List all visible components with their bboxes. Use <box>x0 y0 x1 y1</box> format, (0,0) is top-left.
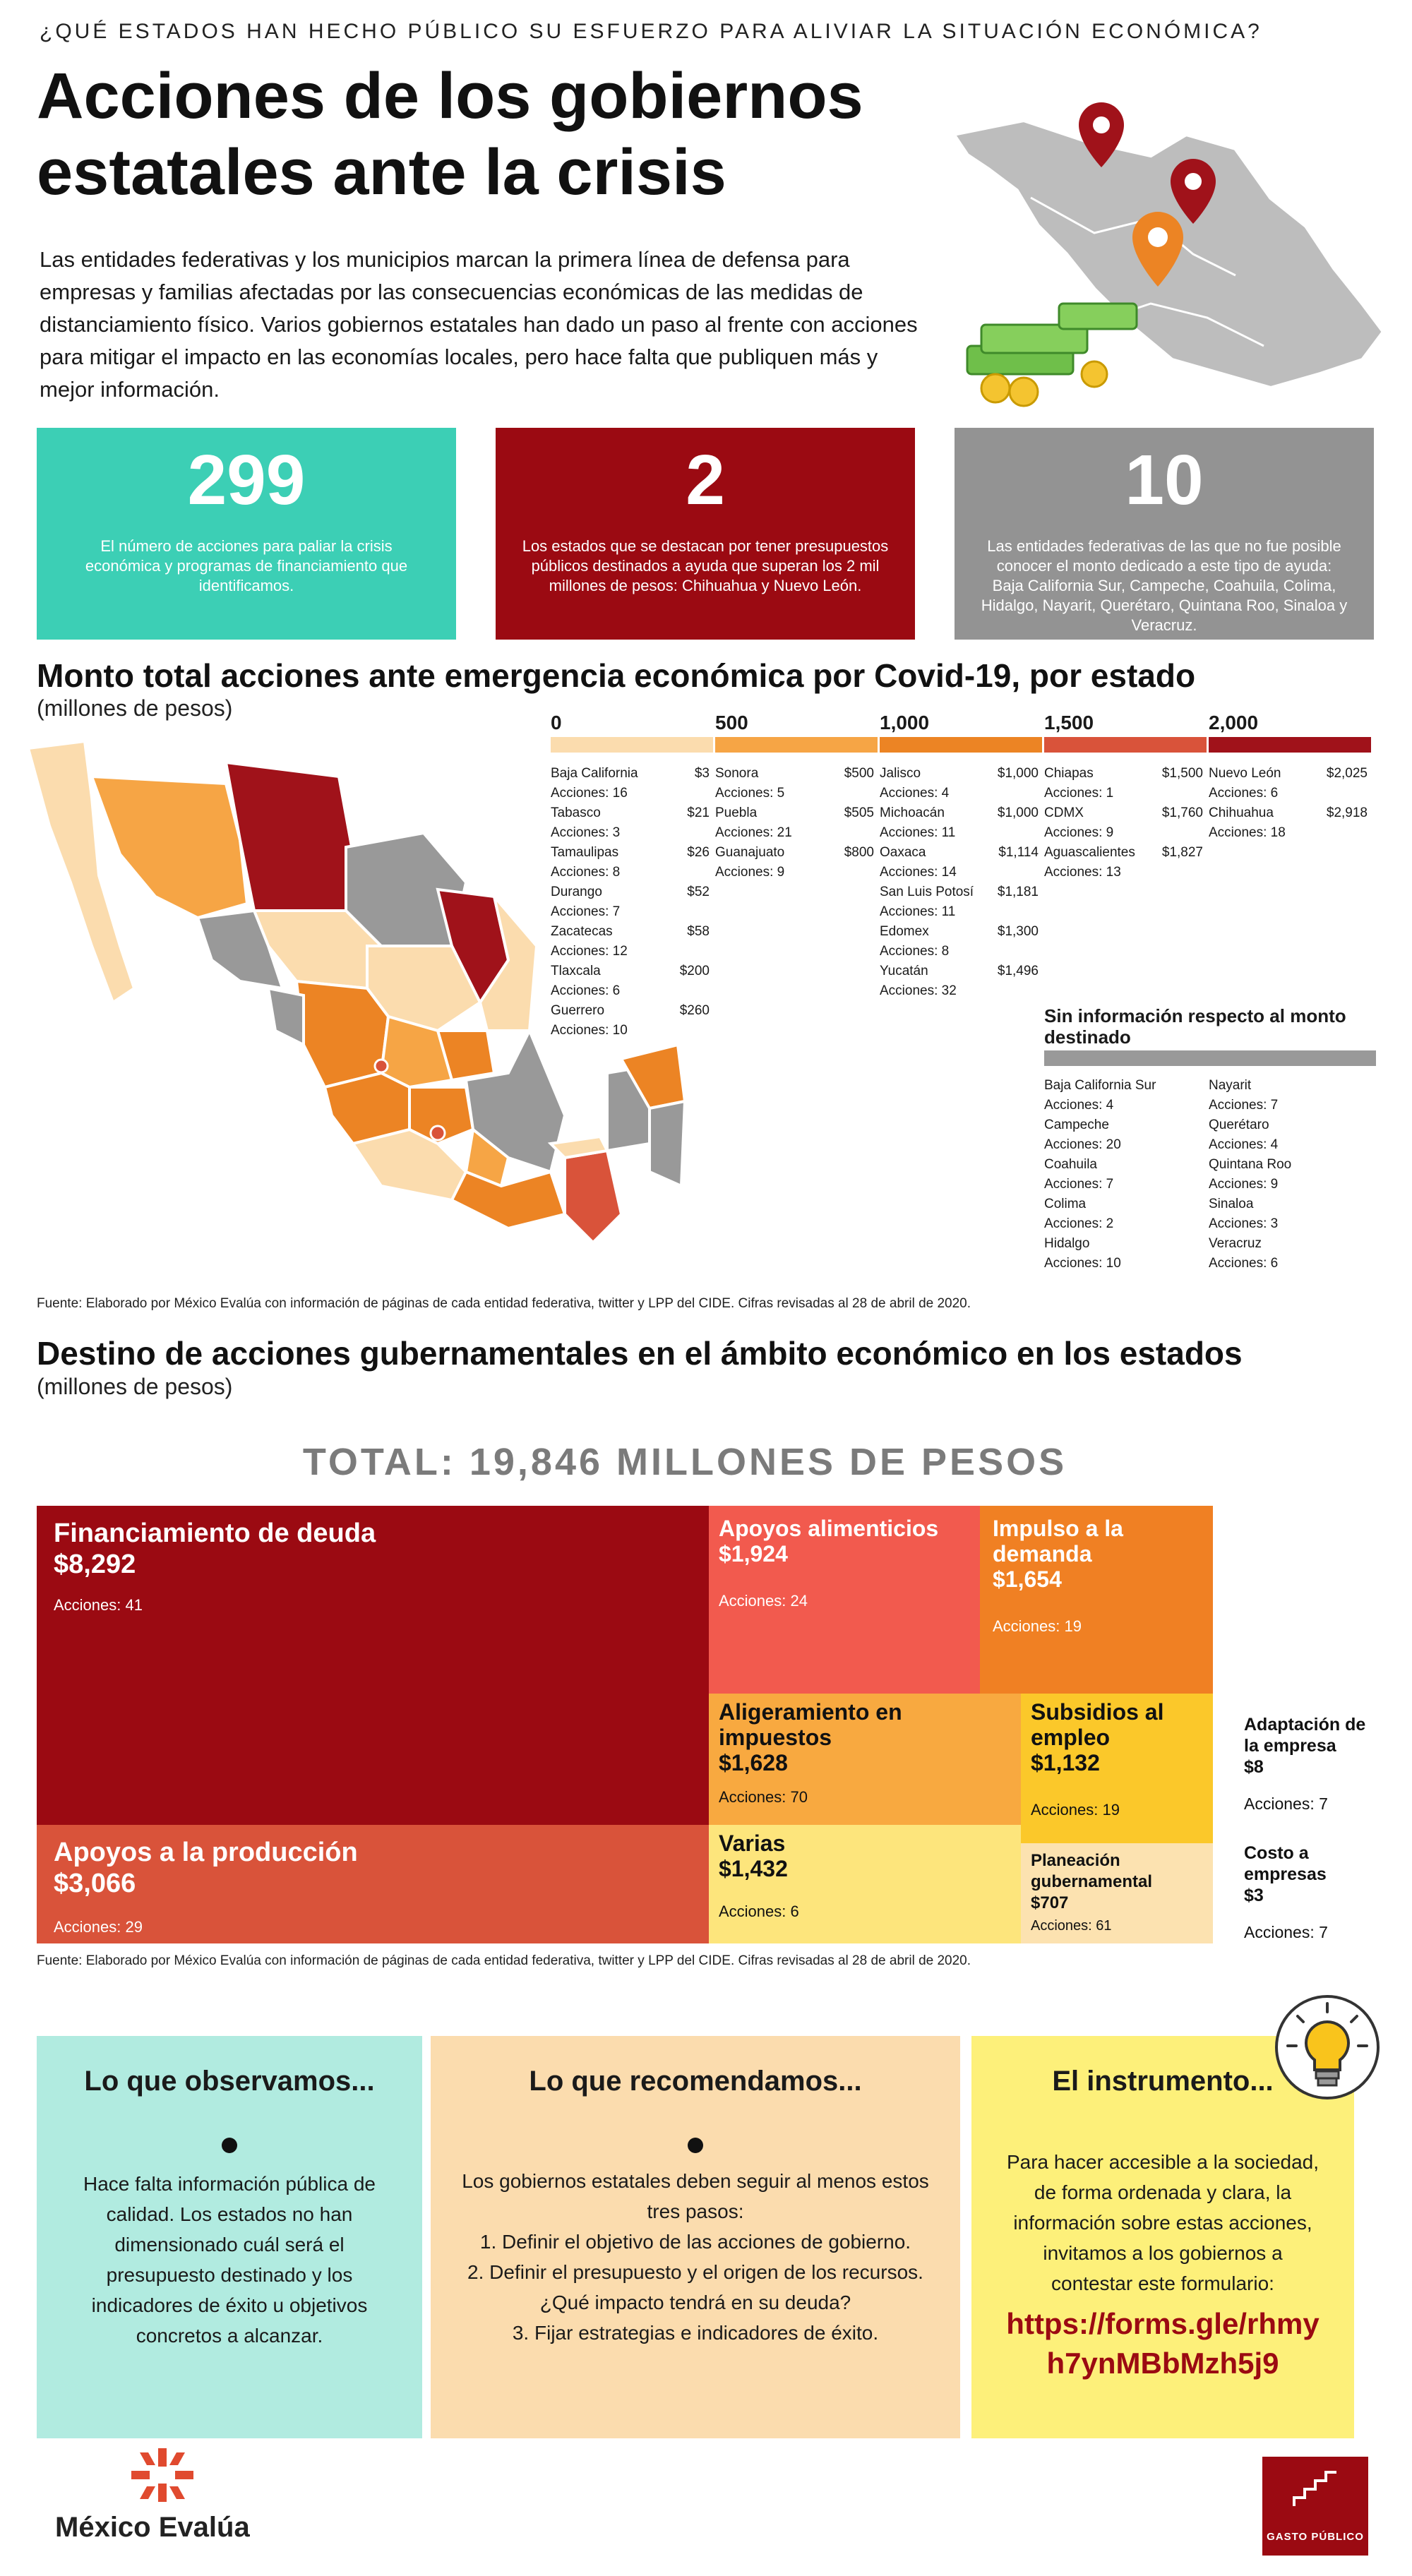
tile-value: $707 <box>1031 1893 1069 1912</box>
side-item-name: Adaptación de la empresa <box>1244 1715 1366 1756</box>
state-amount: $200 <box>679 964 710 978</box>
treemap-total: TOTAL: 19,846 MILLONES DE PESOS <box>302 1441 1067 1483</box>
side-item-adaptacion <box>1244 1714 1385 1814</box>
tile-financiamiento-deuda <box>37 1506 709 1825</box>
side-item-value: $8 <box>1244 1757 1264 1777</box>
lightbulb-icon <box>1271 1991 1384 2104</box>
state-name: Hidalgo <box>1044 1236 1090 1251</box>
state-name: Baja California <box>551 766 638 781</box>
legend-column-3 <box>1044 764 1203 882</box>
state-name: Chihuahua <box>1209 805 1274 820</box>
state-jalisco <box>297 981 388 1087</box>
state-amount: $1,300 <box>997 924 1039 939</box>
state-row <box>1209 803 1368 823</box>
kpi-number: 299 <box>187 441 306 520</box>
tile-actions: Acciones: 19 <box>993 1617 1082 1635</box>
box-recomendamos <box>431 2036 960 2438</box>
state-amount: $260 <box>679 1003 710 1018</box>
state-name: Tabasco <box>551 805 601 820</box>
side-item-actions: Acciones: 7 <box>1244 1795 1328 1813</box>
state-name: Sonora <box>715 766 759 781</box>
state-row <box>1044 843 1203 863</box>
state-name: San Luis Potosí <box>880 885 974 899</box>
state-name: Michoacán <box>880 805 945 820</box>
state-amount: $1,500 <box>1161 766 1203 781</box>
state-name: Yucatán <box>880 964 928 978</box>
kpi-number: 2 <box>686 441 725 520</box>
side-item-value: $3 <box>1244 1886 1264 1905</box>
legend-label: 0 <box>551 712 562 733</box>
state-row <box>880 803 1039 823</box>
recommend-intro: Los gobiernos estatales deben seguir al menos estos tres pasos: <box>462 2170 929 2222</box>
state-name: Colima <box>1044 1197 1087 1211</box>
tile-value: $3,066 <box>54 1869 136 1898</box>
state-name: Coahuila <box>1044 1157 1097 1172</box>
state-actions: Acciones: 7 <box>551 904 621 919</box>
state-actions: Acciones: 11 <box>880 904 956 919</box>
state-actions: Acciones: 1 <box>1044 786 1114 801</box>
state-name: Nuevo León <box>1209 766 1281 781</box>
state-actions: Acciones: 12 <box>551 944 628 959</box>
state-actions: Acciones: 10 <box>551 1023 628 1038</box>
state-actions: Acciones: 32 <box>880 983 957 998</box>
state-name: Campeche <box>1044 1118 1109 1132</box>
state-actions: Acciones: 9 <box>1209 1177 1279 1192</box>
state-amount: $21 <box>687 805 710 820</box>
tile-planeacion-gubernamental <box>1021 1843 1213 1943</box>
legend-swatch <box>715 737 878 753</box>
state-amount: $1,000 <box>997 805 1039 820</box>
state-aguascalientes <box>375 1060 388 1072</box>
title-line-1: Acciones de los gobiernos <box>37 60 863 132</box>
tile-name: Apoyos alimenticios <box>719 1516 939 1541</box>
state-actions: Acciones: 6 <box>1209 1256 1279 1271</box>
state-name: CDMX <box>1044 805 1084 820</box>
recommend-step: 2. Definir el presupuesto y el origen de los recursos. ¿Qué impacto tendrá en su deuda? <box>467 2261 923 2313</box>
legend-swatch <box>551 737 713 753</box>
legend-label: 2,000 <box>1209 712 1259 733</box>
state-row <box>551 961 710 981</box>
intro-paragraph: Las entidades federativas y los municipios marcan la primera línea de defensa para empresas y familias afectadas por las consecuencias económicas de las medidas de distanciamiento físico. Varios gobiernos estatales han dado un paso al frente con acciones para mitigar el impacto en las economías locales, pero hace falta que publiquen más y mejor información. <box>40 247 918 402</box>
state-amount: $1,181 <box>997 885 1039 899</box>
legend-swatch <box>1044 737 1207 753</box>
legend-label: 1,500 <box>1044 712 1094 733</box>
tile-apoyos-produccion <box>37 1825 709 1943</box>
state-amount: $58 <box>687 924 710 939</box>
state-row <box>551 882 710 902</box>
tile-subsidios-empleo <box>1021 1694 1213 1843</box>
kicker: ¿QUÉ ESTADOS HAN HECHO PÚBLICO SU ESFUERZO PARA ALIVIAR LA SITUACIÓN ECONÓMICA? <box>40 20 1262 43</box>
state-row <box>551 764 710 784</box>
state-row <box>880 764 1039 784</box>
tile-apoyos-alimenticios <box>709 1506 980 1694</box>
state-amount: $1,114 <box>998 845 1039 860</box>
tile-aligeramiento-impuestos <box>709 1694 1021 1825</box>
state-oaxaca <box>452 1172 565 1228</box>
state-name: Guanajuato <box>715 845 785 860</box>
title-line-2: estatales ante la crisis <box>37 136 726 208</box>
state-actions: Acciones: 20 <box>1044 1137 1121 1152</box>
state-row <box>880 922 1039 942</box>
state-actions: Acciones: 3 <box>551 825 621 840</box>
tile-value: $1,432 <box>719 1856 788 1881</box>
state-actions: Acciones: 2 <box>1044 1216 1114 1231</box>
kpi-card-no-info <box>955 428 1374 640</box>
form-link-line[interactable]: h7ynMBbMzh5j9 <box>1046 2347 1279 2380</box>
legend-column-0 <box>551 764 710 1041</box>
state-name: Nayarit <box>1209 1078 1252 1093</box>
state-amount: $52 <box>687 885 710 899</box>
state-name: Guerrero <box>551 1003 605 1018</box>
mexico-evalua-logo-icon <box>127 2444 198 2508</box>
state-row <box>880 882 1039 902</box>
form-link-line[interactable]: https://forms.gle/rhmy <box>1006 2307 1320 2340</box>
box-body: Hace falta información pública de calidad. Los estados no han dimensionado cuál será el presupuesto destinado y los indicadores de éxito u objetivos concretos a alcanzar. <box>83 2173 376 2347</box>
state-actions: Acciones: 6 <box>1209 786 1279 801</box>
badge-text: GASTO PÚBLICO <box>1267 2531 1364 2543</box>
state-amount: $26 <box>687 845 710 860</box>
kpi-number: 10 <box>1125 441 1204 520</box>
state-row <box>715 764 874 784</box>
legend-label: 500 <box>715 712 748 733</box>
stairs-icon <box>1262 2457 1368 2527</box>
state-actions: Acciones: 11 <box>880 825 956 840</box>
state-actions: Acciones: 14 <box>880 865 957 880</box>
tile-value: $1,924 <box>719 1541 788 1566</box>
state-actions: Acciones: 4 <box>1209 1137 1279 1152</box>
box-title: Lo que recomendamos... <box>529 2066 862 2097</box>
bullet-icon <box>222 2138 237 2153</box>
no-info-title: Sin información respecto al monto destinado <box>1044 1005 1346 1048</box>
state-row <box>715 843 874 863</box>
kpi-text: El número de acciones para paliar la crisis económica y programas de financiamiento que identificamos. <box>85 537 408 594</box>
state-actions: Acciones: 3 <box>1209 1216 1279 1231</box>
kpi-text: Los estados que se destacan por tener presupuestos públicos destinados a ayuda que superan los 2 mil millones de pesos: Chihuahua y Nuevo León. <box>522 537 889 594</box>
state-actions: Acciones: 9 <box>1044 825 1114 840</box>
state-sonora <box>92 777 247 918</box>
state-actions: Acciones: 7 <box>1209 1098 1279 1113</box>
state-actions: Acciones: 13 <box>1044 865 1121 880</box>
state-actions: Acciones: 7 <box>1044 1177 1114 1192</box>
legend-swatch <box>880 737 1042 753</box>
tile-actions: Acciones: 70 <box>719 1788 808 1806</box>
state-name: Edomex <box>880 924 929 939</box>
state-actions: Acciones: 5 <box>715 786 785 801</box>
tile-name: Financiamiento de deuda <box>54 1518 376 1548</box>
no-info-column-1 <box>1044 1076 1207 1274</box>
state-row <box>551 803 710 823</box>
state-actions: Acciones: 21 <box>715 825 792 840</box>
gasto-publico-badge <box>1262 2457 1368 2556</box>
map-section-subtitle: (millones de pesos) <box>37 695 233 721</box>
state-name: Quintana Roo <box>1209 1157 1292 1172</box>
kpi-card-states <box>496 428 915 640</box>
legend-column-2 <box>880 764 1039 1001</box>
treemap-section-title: Destino de acciones gubernamentales en el ámbito económico en los estados <box>37 1335 1243 1372</box>
tile-actions: Acciones: 6 <box>719 1903 799 1920</box>
state-actions: Acciones: 18 <box>1209 825 1286 840</box>
state-amount: $1,000 <box>997 766 1039 781</box>
money-stack-icon <box>967 304 1137 406</box>
state-cdmx <box>431 1126 445 1140</box>
state-amount: $500 <box>844 766 874 781</box>
state-name: Baja California Sur <box>1044 1078 1156 1093</box>
state-actions: Acciones: 8 <box>880 944 950 959</box>
state-row <box>715 803 874 823</box>
tile-actions: Acciones: 29 <box>54 1918 143 1936</box>
state-row <box>880 961 1039 981</box>
state-row <box>1044 764 1203 784</box>
state-row <box>551 843 710 863</box>
state-amount: $2,025 <box>1326 766 1368 781</box>
state-row <box>880 843 1039 863</box>
state-chiapas <box>565 1151 621 1242</box>
treemap-source-note: Fuente: Elaborado por México Evalúa con información de páginas de cada entidad federativa, twitter y LPP del CIDE. Cifras revisadas al 28 de abril de 2020. <box>37 1953 971 1968</box>
legend-column-1 <box>715 764 874 882</box>
tile-name: Apoyos a la producción <box>54 1838 358 1867</box>
tile-name: Impulso a la demanda <box>993 1516 1123 1566</box>
form-link[interactable] <box>1000 2304 1326 2383</box>
hero-map-illustration <box>939 92 1391 424</box>
state-amount: $800 <box>844 845 874 860</box>
state-name: Jalisco <box>880 766 921 781</box>
state-name: Tlaxcala <box>551 964 601 978</box>
state-nayarit <box>268 988 304 1045</box>
box-observamos <box>37 2036 422 2438</box>
treemap-section-subtitle: (millones de pesos) <box>37 1374 233 1399</box>
side-item-name: Costo a empresas <box>1244 1843 1327 1884</box>
box-title: El instrumento... <box>1052 2066 1274 2097</box>
box-title: Lo que observamos... <box>84 2066 375 2097</box>
state-actions: Acciones: 16 <box>551 786 628 801</box>
map-source-note: Fuente: Elaborado por México Evalúa con información de páginas de cada entidad federativa, twitter y LPP del CIDE. Cifras revisadas al 28 de abril de 2020. <box>37 1296 971 1311</box>
map-section-title: Monto total acciones ante emergencia económica por Covid-19, por estado <box>37 657 1196 694</box>
legend-label: 1,000 <box>880 712 930 733</box>
state-name: Veracruz <box>1209 1236 1262 1251</box>
state-row <box>1209 764 1368 784</box>
bullet-icon <box>688 2138 703 2153</box>
side-item-actions: Acciones: 7 <box>1244 1923 1328 1941</box>
tile-name: Varias <box>719 1831 786 1856</box>
state-name: Oaxaca <box>880 845 926 860</box>
state-actions: Acciones: 9 <box>715 865 785 880</box>
box-body <box>459 2166 932 2348</box>
state-row <box>551 1001 710 1021</box>
tile-actions: Acciones: 19 <box>1031 1801 1120 1819</box>
recommend-step: 3. Fijar estrategias e indicadores de éxito. <box>512 2322 879 2344</box>
tile-value: $1,132 <box>1031 1750 1100 1775</box>
kpi-card-actions <box>37 428 456 640</box>
tile-name: Subsidios al empleo <box>1031 1699 1164 1750</box>
state-name: Durango <box>551 885 602 899</box>
state-row <box>551 922 710 942</box>
tile-value: $1,654 <box>993 1566 1062 1592</box>
legend-column-4 <box>1209 764 1368 843</box>
tile-value: $1,628 <box>719 1750 788 1775</box>
state-name: Aguascalientes <box>1044 845 1135 860</box>
state-actions: Acciones: 6 <box>551 983 621 998</box>
state-name: Chiapas <box>1044 766 1094 781</box>
box-body: Para hacer accesible a la sociedad, de forma ordenada y clara, la información sobre estas acciones, invitamos a los gobiernos a contestar este formulario: <box>1006 2151 1320 2294</box>
no-info-swatch <box>1044 1050 1376 1066</box>
tile-actions: Acciones: 61 <box>1031 1918 1112 1934</box>
state-name: Puebla <box>715 805 758 820</box>
tile-name: Planeación gubernamental <box>1031 1851 1153 1891</box>
tile-name: Aligeramiento en impuestos <box>719 1699 902 1750</box>
kpi-text: Las entidades federativas de las que no fue posible conocer el monto dedicado a este tipo de ayuda: Baja California Sur, Campeche, Coahuila, Colima, Hidalgo, Nayarit, Querétaro, Quintana Roo, Sinaloa y Veracruz. <box>981 537 1348 634</box>
state-amount: $1,496 <box>997 964 1039 978</box>
tile-varias <box>709 1825 1021 1943</box>
state-amount: $1,827 <box>1161 845 1203 860</box>
recommend-step: 1. Definir el objetivo de las acciones de gobierno. <box>479 2231 911 2253</box>
state-name: Querétaro <box>1209 1118 1269 1132</box>
state-name: Tamaulipas <box>551 845 619 860</box>
state-actions: Acciones: 4 <box>1044 1098 1114 1113</box>
state-name: Sinaloa <box>1209 1197 1254 1211</box>
page-title <box>37 58 955 210</box>
tile-actions: Acciones: 41 <box>54 1596 143 1614</box>
no-info-column-2 <box>1209 1076 1371 1274</box>
mexico-evalua-logo-text: México Evalúa <box>55 2512 250 2543</box>
state-amount: $2,918 <box>1326 805 1368 820</box>
tile-value: $8,292 <box>54 1550 136 1579</box>
tile-actions: Acciones: 24 <box>719 1592 808 1610</box>
state-amount: $1,760 <box>1161 805 1203 820</box>
state-quintana-roo <box>650 1101 685 1186</box>
tile-impulso-demanda <box>980 1506 1213 1694</box>
legend-swatch <box>1209 737 1371 753</box>
state-amount: $3 <box>694 766 710 781</box>
state-row <box>1044 803 1203 823</box>
state-amount: $505 <box>844 805 874 820</box>
state-actions: Acciones: 10 <box>1044 1256 1121 1271</box>
side-item-costo <box>1244 1843 1385 1942</box>
state-actions: Acciones: 8 <box>551 865 621 880</box>
state-name: Zacatecas <box>551 924 613 939</box>
state-actions: Acciones: 4 <box>880 786 950 801</box>
